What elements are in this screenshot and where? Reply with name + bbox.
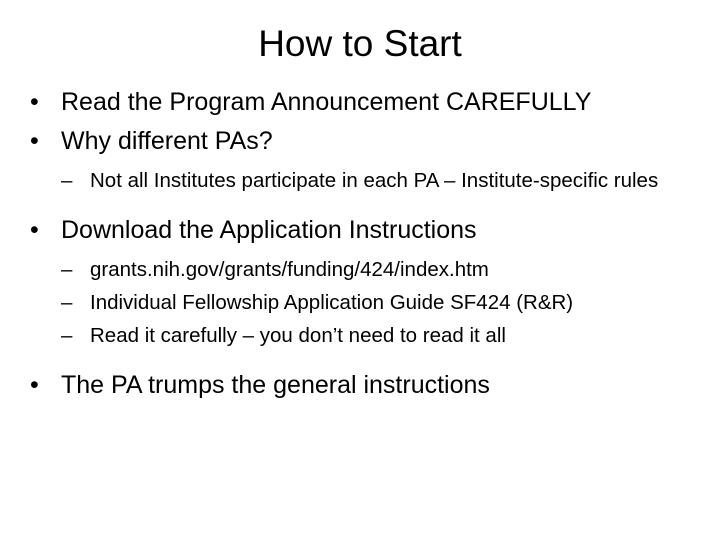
slide-title: How to Start — [258, 23, 462, 64]
sub-bullet-grants-url — [30, 255, 700, 284]
bullet-text: Read the Program Announcement CAREFULLY — [61, 88, 592, 116]
bullet-text: Why different PAs? — [61, 127, 273, 155]
bullet-text: Download the Application Instructions — [61, 216, 477, 244]
bullet-pa-trumps — [30, 368, 700, 402]
sub-bullet-text: Read it carefully – you don’t need to read it all — [90, 324, 506, 347]
sub-bullet-marker: – — [61, 258, 73, 281]
sub-bullet-marker: – — [61, 324, 73, 347]
slide-body — [30, 80, 700, 402]
bullet-text: The PA trumps the general instructions — [61, 371, 490, 399]
bullet-download-instructions — [30, 213, 700, 247]
sub-bullet-text: Not all Institutes participate in each PA – Institute-specific rules — [90, 169, 659, 192]
sub-bullet-marker: – — [61, 169, 73, 192]
bullet-marker: • — [30, 216, 39, 244]
bullet-read-pa — [30, 85, 700, 119]
bullet-marker: • — [30, 88, 39, 116]
sub-bullet-text: grants.nih.gov/grants/funding/424/index.htm — [90, 258, 489, 281]
sub-bullet-marker: – — [61, 291, 73, 314]
sub-bullet-institutes — [30, 166, 700, 195]
sub-bullet-read-carefully — [30, 321, 700, 350]
bullet-why-different-pas — [30, 124, 700, 158]
bullet-marker: • — [30, 127, 39, 155]
bullet-marker: • — [30, 371, 39, 399]
sub-bullet-text: Individual Fellowship Application Guide SF424 (R&R) — [90, 291, 574, 314]
sub-bullet-fellowship-guide — [30, 288, 700, 317]
